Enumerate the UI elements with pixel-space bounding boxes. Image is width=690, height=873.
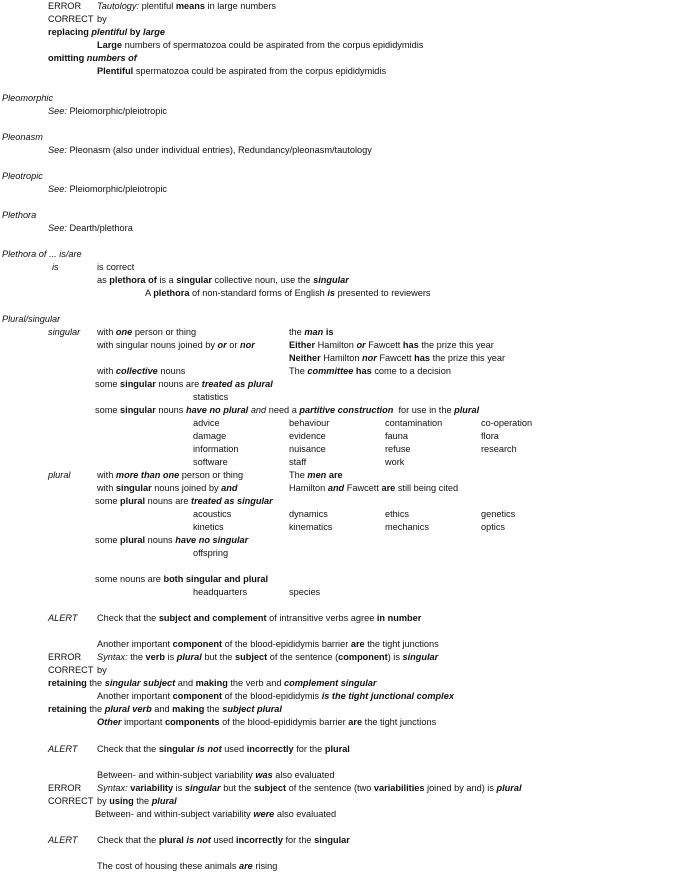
p-rule-both bbox=[95, 574, 268, 585]
w: A bbox=[145, 288, 151, 298]
w: one bbox=[115, 327, 133, 337]
is-label: is bbox=[52, 262, 59, 272]
p-rule-more bbox=[97, 470, 243, 481]
w: is bbox=[175, 783, 183, 793]
w: plural bbox=[158, 835, 184, 845]
grid-cell: fauna bbox=[385, 431, 408, 441]
grid2-cell: mechanics bbox=[385, 522, 429, 532]
w: are bbox=[381, 483, 396, 493]
w: Fawcett bbox=[379, 353, 412, 363]
w: and bbox=[177, 678, 194, 688]
grid-cell: refuse bbox=[385, 444, 411, 454]
s-rule-one bbox=[97, 327, 196, 338]
see-label: See: bbox=[48, 106, 67, 116]
alert1-example bbox=[97, 639, 439, 650]
entry-pleomorphic: Pleomorphic bbox=[2, 93, 54, 103]
w: ) is bbox=[387, 652, 400, 662]
w: making bbox=[172, 704, 205, 714]
alert1-retain1 bbox=[48, 678, 376, 689]
grid-cell: staff bbox=[289, 457, 307, 467]
w: treated as plural bbox=[201, 379, 273, 389]
w: some bbox=[95, 405, 118, 415]
w: with bbox=[97, 470, 114, 480]
w: and bbox=[221, 483, 238, 493]
w: The bbox=[289, 366, 305, 376]
w: variability bbox=[130, 783, 174, 793]
w: nor bbox=[240, 340, 255, 350]
w: nouns bbox=[147, 535, 173, 545]
w: The bbox=[289, 470, 305, 480]
w: by bbox=[97, 796, 107, 806]
w: or bbox=[229, 340, 238, 350]
w: singular bbox=[115, 483, 152, 493]
w: of intransitive verbs agree bbox=[269, 613, 375, 623]
w: person or thing bbox=[134, 327, 197, 337]
ex2-rest: spermatozoa could be aspirated from the corpus epididymidis bbox=[135, 66, 387, 76]
grid-cell: nuisance bbox=[289, 444, 326, 454]
w: collective noun, use the bbox=[214, 275, 311, 285]
w: of the blood-epididymis barrier bbox=[222, 717, 346, 727]
s-ex-either bbox=[289, 340, 494, 351]
w: Between- and within-subject variability bbox=[97, 770, 253, 780]
alert2-example2 bbox=[95, 809, 336, 820]
example-plentiful bbox=[97, 66, 386, 77]
w: are bbox=[348, 717, 363, 727]
w: for the bbox=[296, 744, 323, 754]
w: plural bbox=[454, 405, 480, 415]
w: come to a decision bbox=[374, 366, 451, 376]
replacing-line bbox=[48, 27, 165, 38]
w: plural bbox=[496, 783, 522, 793]
w: but the bbox=[223, 783, 252, 793]
w: nouns joined by bbox=[154, 483, 219, 493]
w: of non-standard forms of English bbox=[192, 288, 325, 298]
p-headquarters: headquarters bbox=[193, 587, 248, 597]
w: was bbox=[255, 770, 273, 780]
alert1-example3 bbox=[97, 717, 436, 728]
grid-cell: damage bbox=[193, 431, 227, 441]
entry-plural-singular: Plural/singular bbox=[2, 314, 61, 324]
w: plural bbox=[176, 652, 202, 662]
w: singular bbox=[120, 405, 156, 415]
w: subject and complement bbox=[158, 613, 267, 623]
see-label: See: bbox=[48, 145, 67, 155]
w: complement singular bbox=[284, 678, 377, 688]
see-ref: Pleiomorphic/pleiotropic bbox=[69, 106, 168, 116]
w: nouns bbox=[158, 405, 184, 415]
w: retaining bbox=[48, 678, 87, 688]
error-label: ERROR bbox=[48, 652, 82, 662]
w: singular bbox=[176, 275, 212, 285]
w: Another important bbox=[97, 639, 171, 649]
w: collective bbox=[115, 366, 158, 376]
w: subject bbox=[234, 652, 268, 662]
w: Check that the bbox=[97, 613, 157, 623]
w: singular bbox=[120, 379, 156, 389]
w: of the sentence (two bbox=[288, 783, 372, 793]
ex2-plentiful: Plentiful bbox=[97, 66, 134, 76]
w: men bbox=[307, 470, 327, 480]
w: plural bbox=[324, 744, 350, 754]
w: verb bbox=[145, 652, 165, 662]
grid-cell: flora bbox=[481, 431, 499, 441]
see-ref: Pleonasm (also under individual entries), Redundancy/pleonasm/tautology bbox=[69, 145, 372, 155]
grid2-cell: genetics bbox=[481, 509, 516, 519]
repl-replacing: replacing bbox=[48, 27, 89, 37]
w: some bbox=[95, 496, 118, 506]
w: are bbox=[328, 470, 343, 480]
w: nouns are bbox=[158, 379, 200, 389]
error-label: ERROR bbox=[48, 1, 82, 11]
w: Check that the bbox=[97, 744, 157, 754]
w: joined by and) is bbox=[427, 783, 494, 793]
w: the bbox=[89, 704, 103, 714]
w: used bbox=[224, 744, 245, 754]
w: retaining bbox=[48, 704, 87, 714]
repl-by: by bbox=[129, 27, 141, 37]
t-plentiful: plentiful bbox=[141, 1, 174, 11]
s-ex-one bbox=[289, 327, 333, 338]
p-species: species bbox=[289, 587, 321, 597]
entry-plethora: Plethora bbox=[2, 210, 37, 220]
alert1-check bbox=[97, 613, 421, 624]
entry-plethora-of: Plethora of ... is/are bbox=[2, 249, 82, 259]
s-ex-committee bbox=[289, 366, 451, 377]
w: subject plural bbox=[222, 704, 282, 714]
grid-cell: advice bbox=[193, 418, 220, 428]
w: plethora bbox=[153, 288, 190, 298]
w: and bbox=[327, 483, 345, 493]
p-ex-hamilton bbox=[289, 483, 458, 494]
by-label: by bbox=[97, 665, 107, 675]
grid-cell: research bbox=[481, 444, 517, 454]
w: is bbox=[167, 652, 175, 662]
w: with singular nouns joined by bbox=[97, 340, 215, 350]
p-ex-men bbox=[289, 470, 343, 481]
w: The cost of housing these animals bbox=[97, 861, 237, 871]
w: also evaluated bbox=[276, 809, 337, 819]
w: variabilities bbox=[373, 783, 425, 793]
w: nouns are bbox=[147, 496, 189, 506]
w: Between- and within-subject variability bbox=[95, 809, 251, 819]
w: the bbox=[289, 327, 302, 337]
w: using bbox=[109, 796, 134, 806]
singular-label: singular bbox=[48, 327, 81, 337]
w: for use in the bbox=[398, 405, 452, 415]
w: Fawcett bbox=[346, 483, 379, 493]
w: is bbox=[325, 327, 334, 337]
grid-cell: software bbox=[193, 457, 228, 467]
correct-label: CORRECT bbox=[48, 665, 94, 675]
w: some bbox=[95, 535, 118, 545]
w: are bbox=[239, 861, 253, 871]
w: the bbox=[206, 704, 220, 714]
w: Another important bbox=[97, 691, 171, 701]
omitting-line bbox=[48, 53, 137, 64]
alert-label: ALERT bbox=[48, 744, 78, 754]
plural-label: plural bbox=[48, 470, 71, 480]
alert2-example bbox=[97, 770, 335, 781]
w: the bbox=[130, 652, 143, 662]
w: for the bbox=[285, 835, 312, 845]
w: rising bbox=[255, 861, 278, 871]
w: nouns bbox=[160, 366, 186, 376]
is-correct: is correct bbox=[97, 262, 135, 272]
w: Check that the bbox=[97, 835, 157, 845]
grid-cell: evidence bbox=[289, 431, 326, 441]
w: also evaluated bbox=[275, 770, 335, 780]
w: and bbox=[250, 405, 267, 415]
w: incorrectly bbox=[246, 744, 294, 754]
alert-label: ALERT bbox=[48, 613, 78, 623]
w: Hamilton bbox=[317, 340, 354, 350]
w: the verb and bbox=[230, 678, 282, 688]
w: Hamilton bbox=[289, 483, 326, 493]
w: incorrectly bbox=[235, 835, 283, 845]
s-rule-partitive bbox=[95, 405, 479, 416]
error-label: ERROR bbox=[48, 783, 82, 793]
w: are bbox=[350, 639, 365, 649]
w: committee bbox=[307, 366, 354, 376]
w: is bbox=[327, 288, 336, 298]
correct-label: CORRECT bbox=[48, 14, 94, 24]
w: or bbox=[356, 340, 366, 350]
alert2-check bbox=[97, 744, 350, 755]
w: is a bbox=[159, 275, 174, 285]
w: nor bbox=[362, 353, 377, 363]
tautology-line bbox=[97, 1, 276, 12]
correct-label: CORRECT bbox=[48, 796, 94, 806]
see-label: See: bbox=[48, 223, 67, 233]
s-rule-or bbox=[97, 340, 255, 351]
w: the tight junctions bbox=[367, 639, 439, 649]
ex1-rest: numbers of spermatozoa could be aspirated from the corpus epididymidis bbox=[124, 40, 424, 50]
s-rule-treated bbox=[95, 379, 273, 390]
alert1-example2 bbox=[97, 691, 454, 702]
omit-omitting: omitting bbox=[48, 53, 85, 63]
grid-cell: behaviour bbox=[289, 418, 330, 428]
w: Syntax: bbox=[97, 652, 128, 662]
s-statistics: statistics bbox=[193, 392, 229, 402]
see-ref: Pleiomorphic/pleiotropic bbox=[69, 184, 168, 194]
w: but the bbox=[204, 652, 233, 662]
w: some bbox=[95, 379, 118, 389]
grid2-cell: acoustics bbox=[193, 509, 232, 519]
w: with bbox=[97, 483, 114, 493]
by-label: by bbox=[97, 14, 107, 24]
w: plural verb bbox=[104, 704, 152, 714]
w: Syntax: bbox=[97, 783, 128, 793]
grid-cell: co-operation bbox=[481, 418, 533, 428]
grid-cell: contamination bbox=[385, 418, 443, 428]
repl-plentiful: plentiful bbox=[91, 27, 128, 37]
w: is not bbox=[197, 744, 222, 754]
see-ref: Dearth/plethora bbox=[69, 223, 133, 233]
alert1-retain2 bbox=[48, 704, 282, 715]
w: plural bbox=[120, 496, 146, 506]
t-tautology: Tautology: bbox=[97, 1, 140, 11]
repl-large: large bbox=[143, 27, 165, 37]
w: of the blood-epididymis bbox=[224, 691, 320, 701]
w: as bbox=[97, 275, 107, 285]
w: the bbox=[136, 796, 150, 806]
plethora-rule bbox=[97, 275, 349, 286]
w: the prize this year bbox=[421, 340, 494, 350]
grid2-cell: ethics bbox=[385, 509, 410, 519]
w: treated as singular bbox=[191, 496, 273, 506]
w: is not bbox=[186, 835, 211, 845]
w: singular bbox=[402, 652, 439, 662]
w: the prize this year bbox=[432, 353, 506, 363]
w: is the tight junctional complex bbox=[321, 691, 454, 701]
p-rule-no-singular bbox=[95, 535, 248, 546]
w: with bbox=[97, 366, 114, 376]
see-plethora bbox=[48, 223, 133, 234]
w: in number bbox=[376, 613, 422, 623]
t-means: means bbox=[175, 1, 205, 11]
alert3-example bbox=[97, 861, 277, 872]
w: component bbox=[172, 639, 223, 649]
w: presented to reviewers bbox=[337, 288, 431, 298]
alert-label: ALERT bbox=[48, 835, 78, 845]
w: still being cited bbox=[397, 483, 459, 493]
w: Neither bbox=[289, 353, 321, 363]
grid2-cell: kinetics bbox=[193, 522, 224, 532]
alert1-syntax bbox=[97, 652, 438, 663]
w: component bbox=[172, 691, 223, 701]
grid-cell: work bbox=[385, 457, 405, 467]
w: plural bbox=[151, 796, 177, 806]
alert2-using bbox=[97, 796, 177, 807]
see-pleomorphic bbox=[48, 106, 167, 117]
w: Other bbox=[97, 717, 122, 727]
w: important bbox=[124, 717, 163, 727]
w: singular bbox=[313, 275, 349, 285]
w: making bbox=[195, 678, 228, 688]
omit-numbers: numbers of bbox=[86, 53, 137, 63]
w: used bbox=[213, 835, 234, 845]
w: or bbox=[217, 340, 227, 350]
w: plethora of bbox=[109, 275, 157, 285]
t-in-large: in large numbers bbox=[207, 1, 276, 11]
w: the tight junctions bbox=[364, 717, 437, 727]
w: both singular and plural bbox=[163, 574, 269, 584]
see-pleonasm bbox=[48, 145, 372, 156]
alert2-syntax bbox=[97, 783, 522, 794]
p-offspring: offspring bbox=[193, 548, 229, 558]
w: partitive construction bbox=[299, 405, 394, 415]
w: Either bbox=[289, 340, 316, 350]
w: singular bbox=[314, 835, 350, 845]
see-label: See: bbox=[48, 184, 67, 194]
w: with bbox=[97, 327, 114, 337]
w: need a bbox=[268, 405, 297, 415]
w: plural bbox=[120, 535, 146, 545]
grid2-cell: dynamics bbox=[289, 509, 328, 519]
see-pleotropic bbox=[48, 184, 167, 195]
w: were bbox=[253, 809, 275, 819]
w: have no plural bbox=[185, 405, 249, 415]
w: person or thing bbox=[181, 470, 244, 480]
w: has bbox=[402, 340, 419, 350]
w: Fawcett bbox=[368, 340, 401, 350]
w: man bbox=[304, 327, 324, 337]
entry-pleotropic: Pleotropic bbox=[2, 171, 43, 181]
w: has bbox=[414, 353, 430, 363]
w: the bbox=[89, 678, 103, 688]
w: some nouns are bbox=[95, 574, 161, 584]
w: components bbox=[164, 717, 220, 727]
w: component bbox=[338, 652, 388, 662]
ex1-large: Large bbox=[97, 40, 123, 50]
w: have no singular bbox=[175, 535, 249, 545]
p-rule-treated bbox=[95, 496, 273, 507]
s-rule-collective bbox=[97, 366, 185, 377]
w: has bbox=[355, 366, 372, 376]
grid-cell: information bbox=[193, 444, 239, 454]
plethora-example bbox=[145, 288, 431, 299]
example-large bbox=[97, 40, 423, 51]
w: singular subject bbox=[104, 678, 176, 688]
w: of the sentence ( bbox=[269, 652, 339, 662]
w: singular bbox=[158, 744, 195, 754]
w: singular bbox=[184, 783, 221, 793]
alert3-check bbox=[97, 835, 350, 846]
p-rule-and bbox=[97, 483, 238, 494]
grid2-cell: kinematics bbox=[289, 522, 333, 532]
grid2-cell: optics bbox=[481, 522, 506, 532]
entry-pleonasm: Pleonasm bbox=[2, 132, 43, 142]
w: more than one bbox=[115, 470, 180, 480]
w: subject bbox=[253, 783, 287, 793]
w: and bbox=[154, 704, 170, 714]
w: Hamilton bbox=[323, 353, 360, 363]
s-ex-neither bbox=[289, 353, 505, 364]
w: of the blood-epididymis barrier bbox=[224, 639, 349, 649]
